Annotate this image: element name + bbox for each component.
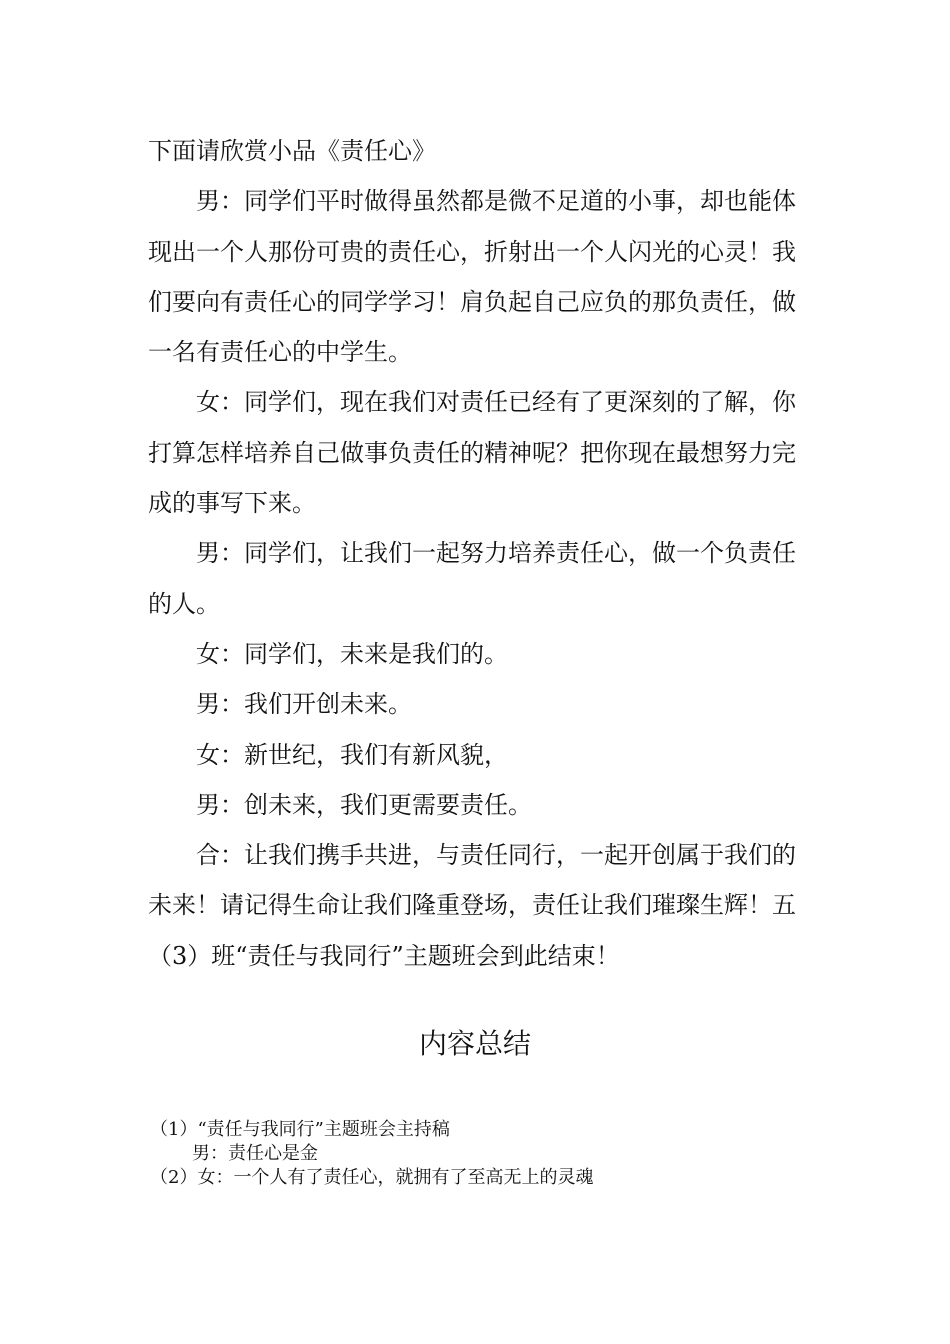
summary-item: （2）女：一个人有了责任心，就拥有了至高无上的灵魂	[150, 1167, 594, 1188]
summary-title: 内容总结	[418, 1027, 531, 1060]
summary-list	[150, 1118, 850, 1190]
paragraph-male-1: 男：同学们平时做得虽然都是微不足道的小事，却也能体现出一个人那份可贵的责任心，折射出一个人闪光的心灵！我们要向有责任心的同学学习！肩负起自己应负的那负责任，做一名有责任心的中学生。	[148, 187, 796, 367]
summary-item: 男：责任心是金	[192, 1143, 318, 1164]
paragraph-intro: 下面请欣赏小品《责任心》	[148, 137, 436, 165]
summary-item: （1）“责任与我同行”主题班会主持稿	[150, 1119, 450, 1140]
paragraph-male-2: 男：同学们，让我们一起努力培养责任心，做一个负责任的人。	[148, 539, 796, 618]
body-text	[148, 126, 800, 981]
paragraph-male-3: 男：我们开创未来。	[196, 690, 412, 719]
paragraph-female-2: 女：同学们，未来是我们的。	[196, 639, 508, 668]
paragraph-female-1: 女：同学们，现在我们对责任已经有了更深刻的了解，你打算怎样培养自己做事负责任的精神呢？把你现在最想努力完成的事写下来。	[148, 388, 796, 518]
paragraph-male-4: 男：创未来，我们更需要责任。	[196, 790, 532, 819]
paragraph-female-3: 女：新世纪，我们有新风貌，	[196, 740, 508, 769]
paragraph-together: 合：让我们携手共进，与责任同行，一起开创属于我们的未来！请记得生命让我们隆重登场，责任让我们璀璨生辉！五（3）班“责任与我同行”主题班会到此结束！	[148, 841, 796, 970]
